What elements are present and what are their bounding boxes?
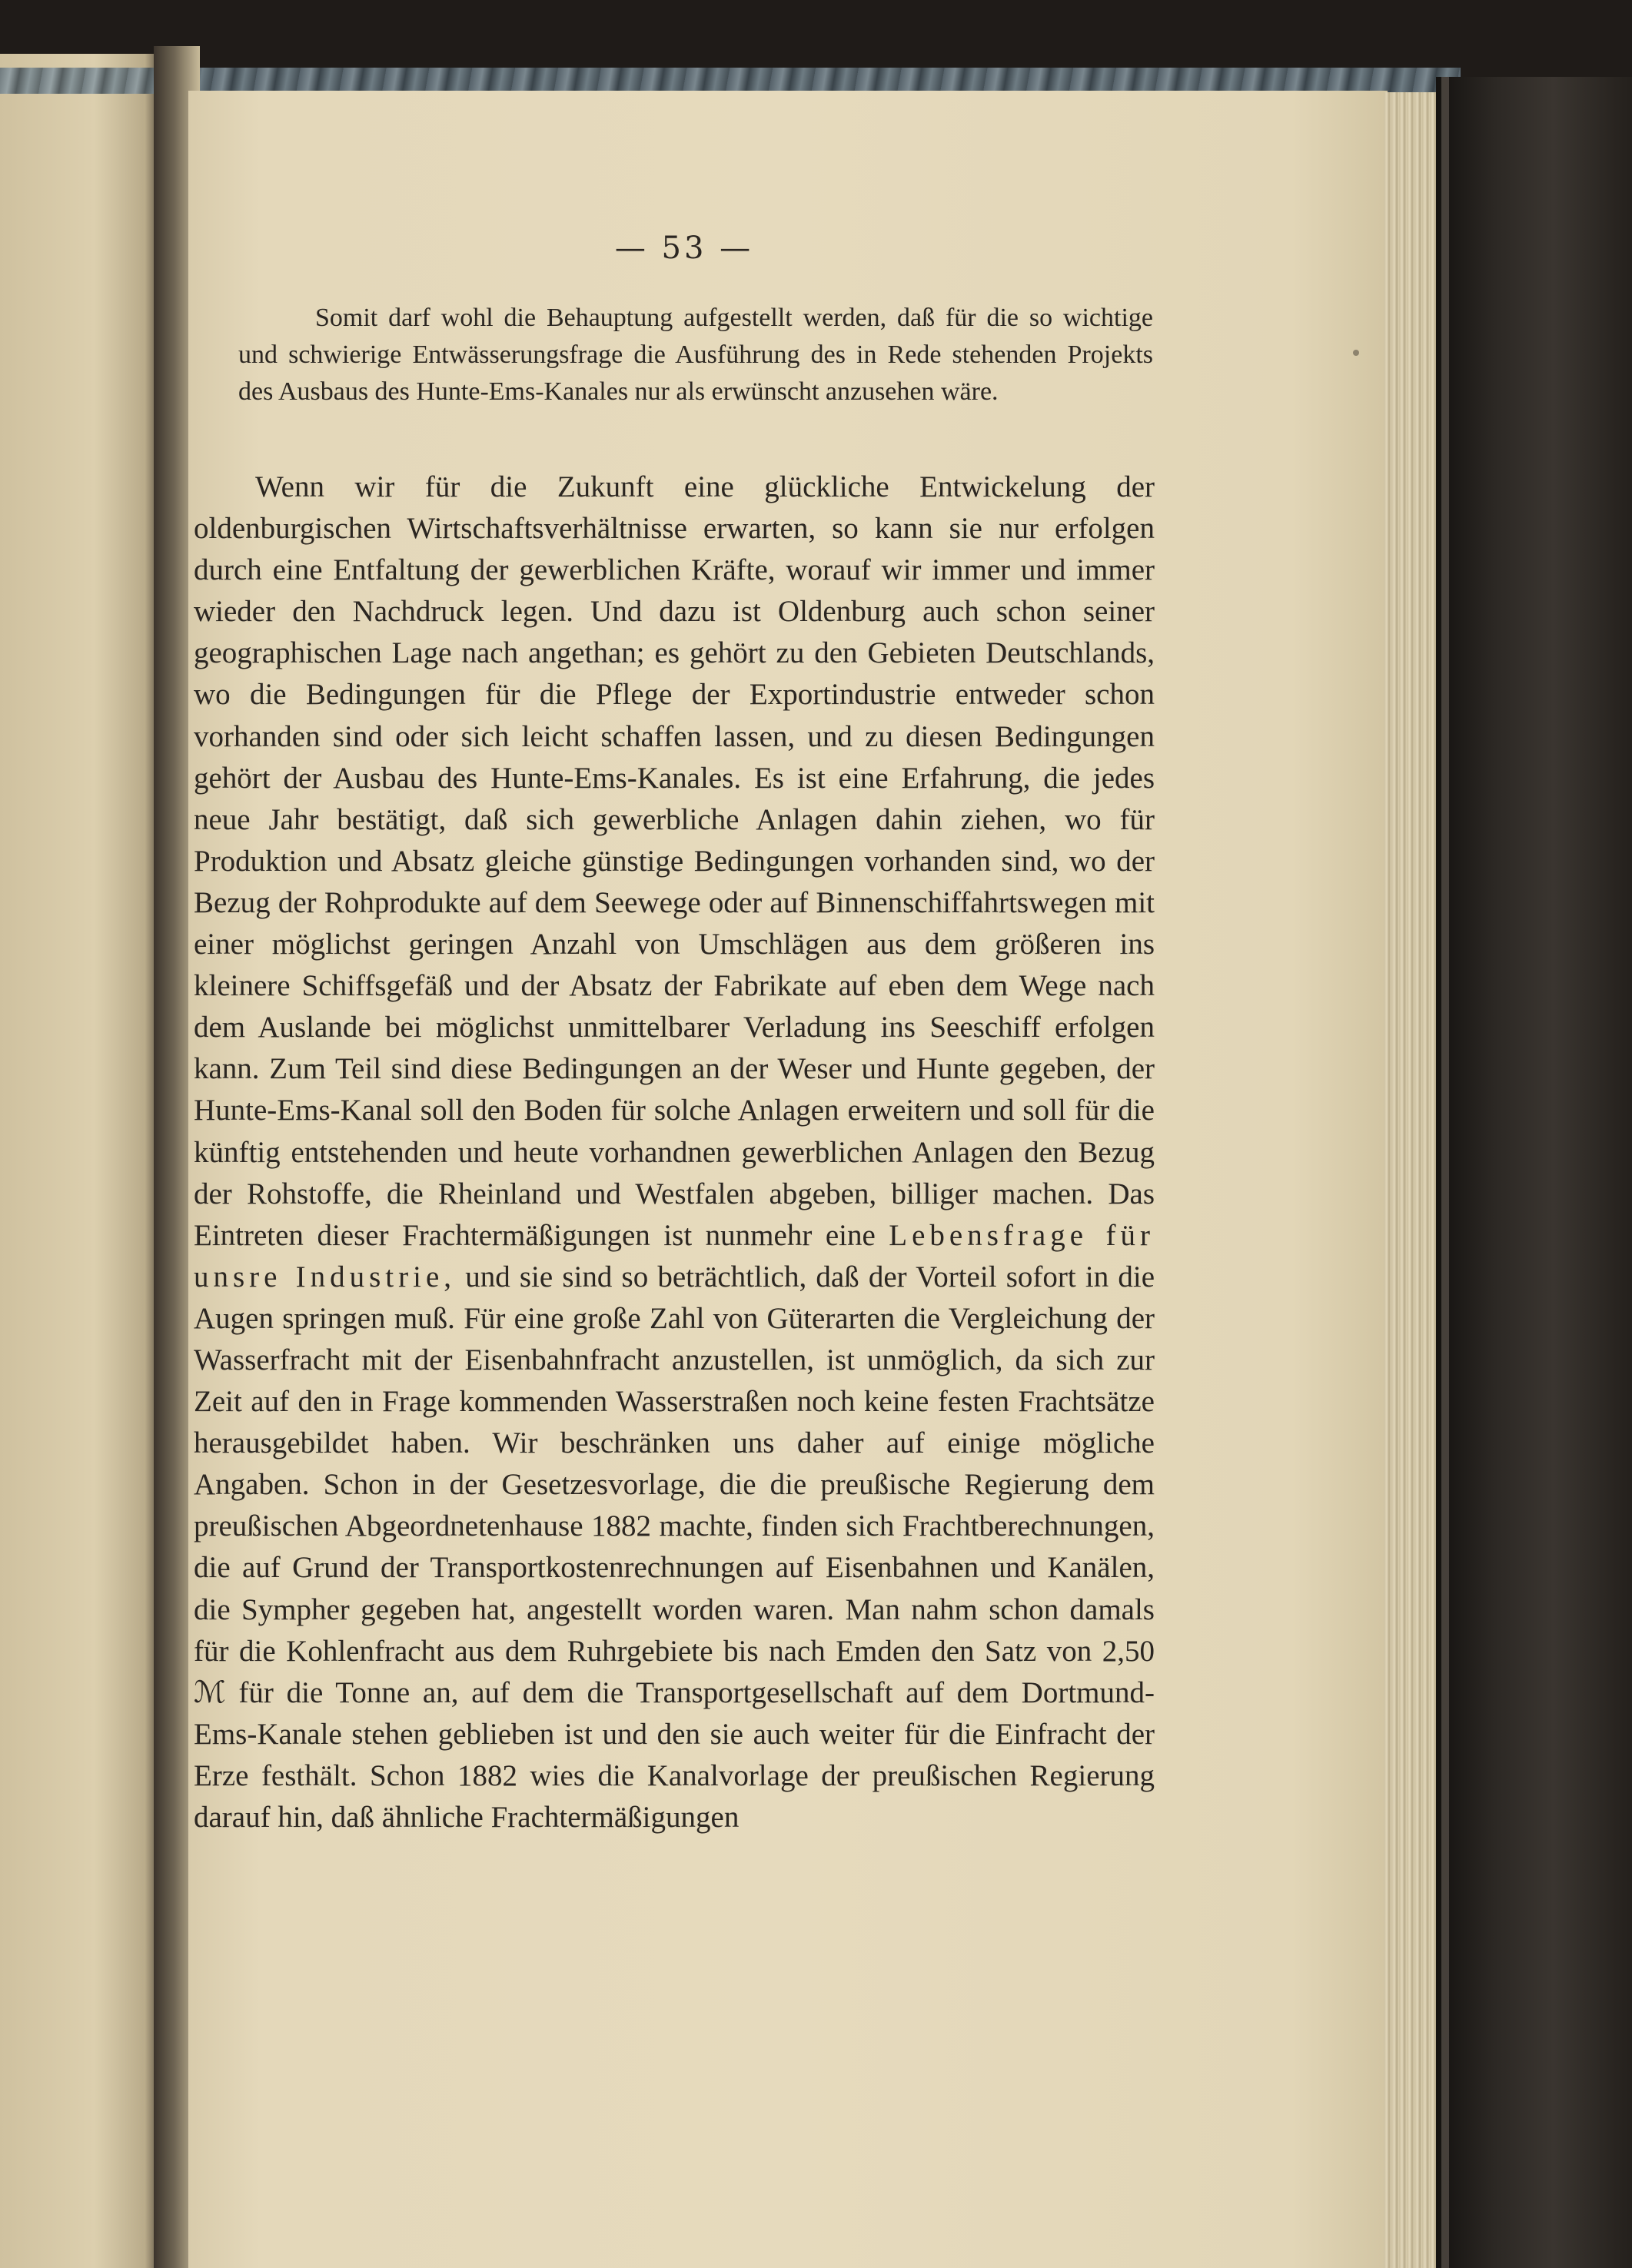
main-paragraph [194, 467, 1155, 1838]
emphasized-phrase: Lebensfrage für unsre Industrie, [194, 1218, 1155, 1293]
main-paragraph-text-a: Wenn wir für die Zukunft eine glückliche Entwickelung der oldenburgischen Wirtschaftsverhältnisse erwarten, so kann sie nur erfolgen durch eine Entfaltung der gewerblichen Kräfte, worauf wir immer und immer wieder den Nachdruck legen. Und dazu ist Oldenburg auch schon seiner geographischen Lage nach angethan; es gehört zu den Gebieten Deutschlands, wo die Bedingungen für die Pflege der Exportindustrie entweder schon vorhanden sind oder sich leicht schaffen lassen, und zu diesen Bedingungen gehört der Ausbau des Hunte-Ems-Kanales. Es ist eine Erfahrung, die jedes neue Jahr bestätigt, daß sich gewerbliche Anlagen dahin ziehen, wo für Produktion und Absatz gleiche günstige Bedingungen vorhanden sind, wo der Bezug der Rohprodukte auf dem Seewege oder auf Binnenschiffahrtswegen mit einer möglichst geringen Anzahl von Umschlägen aus dem größeren ins kleinere Schiffsgefäß und der Absatz der Fabrikate auf eben dem Wege nach dem Auslande bei möglichst unmittelbarer Verladung ins Seeschiff erfolgen kann. Zum Teil sind diese Bedingungen an der Weser und Hunte gegeben, der Hunte-Ems-Kanal soll den Boden für solche Anlagen erweitern und soll für die künftig entstehenden und heute vorhandnen gewerblichen Anlagen den Bezug der Rohstoffe, die Rheinland und Westfalen abgeben, billiger machen. Das Eintreten dieser Frachtermäßigungen ist nunmehr eine [194, 470, 1155, 1252]
cover-highlight [1441, 77, 1449, 2268]
small-print-paragraph [238, 300, 1153, 410]
main-paragraph-text-b: und sie sind so beträchtlich, daß der Vorteil sofort in die Augen springen muß. Für eine große Zahl von Güterarten die Vergleichung der Wasserfracht mit der Eisenbahnfracht anzustellen, ist unmöglich, da sich zur Zeit auf den in Frage kommenden Wasserstraßen noch keine festen Frachtsätze herausgebildet haben. Wir beschränken uns daher auf einige mögliche Angaben. Schon in der Gesetzesvorlage, die die preußische Regierung dem preußischen Abgeordnetenhause 1882 machte, finden sich Frachtberechnungen, die auf Grund der Transportkostenrechnungen auf Eisenbahnen und Kanälen, die Sympher gegeben hat, angestellt worden waren. Man nahm schon damals für die Kohlenfracht aus dem Ruhrgebiete bis nach Emden den Satz von 2,50 ℳ für die Tonne an, auf dem die Transportgesellschaft auf dem Dortmund-Ems-Kanale stehen geblieben ist und den sie auch weiter für die Einfracht der Erze festhält. Schon 1882 wies die Kanalvorlage der preußischen Regierung darauf hin, daß ähnliche Frachtermäßigungen [194, 1260, 1155, 1834]
facing-page-edge [0, 54, 158, 2268]
book-cover [1436, 77, 1632, 2268]
page-number: — 53 — [614, 231, 754, 266]
small-paragraph-text: Somit darf wohl die Behauptung aufgestellt werden, daß für die so wichtige und schwierige Entwässerungsfrage die Ausführung des in Rede stehenden Projekts des Ausbaus des Hunte-Ems-Kanales nur als erwünscht anzusehen wäre. [238, 304, 1153, 406]
page-edges [1384, 92, 1438, 2268]
marbled-edge [0, 68, 1461, 94]
paper-speck [1353, 350, 1359, 356]
